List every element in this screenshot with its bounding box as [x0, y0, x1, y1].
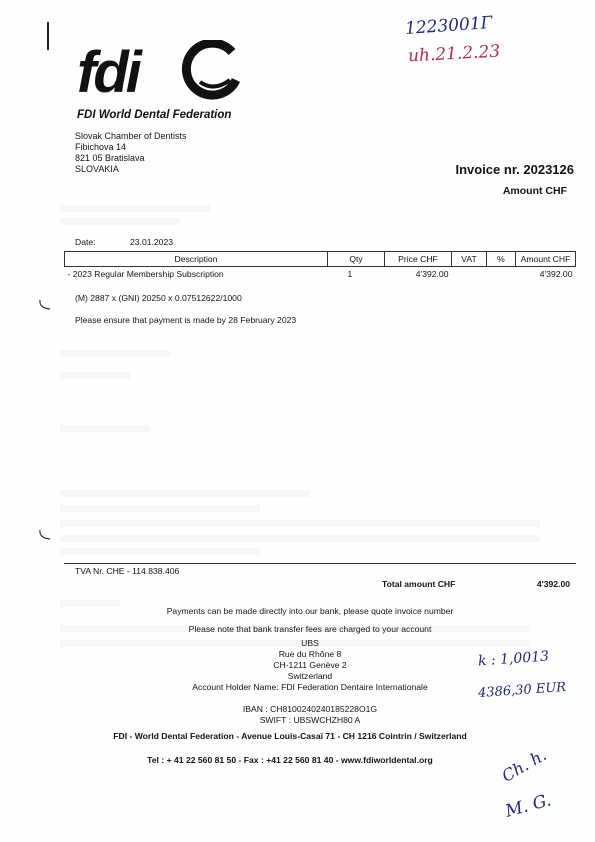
recipient-line: Fibichova 14 [75, 142, 127, 152]
bleed-through [60, 490, 310, 497]
row-qty: 1 [347, 269, 353, 279]
bank-street: Rue du Rhône 8 [278, 649, 342, 659]
account-holder: Account Holder Name: FDI Federation Dentaire Internationale [192, 682, 428, 692]
recipient-address [75, 131, 187, 175]
bleed-through [60, 218, 180, 225]
punch-hole-mark [37, 528, 53, 542]
recipient-line: SLOVAKIA [75, 164, 119, 174]
date-label: Date: [75, 237, 96, 247]
scan-mark [47, 22, 49, 50]
handwritten-date: uh.21.2.23 [407, 41, 501, 67]
table-header-row [65, 252, 576, 267]
handwritten-exchange-rate: k : 1,0013 [477, 648, 550, 670]
col-header-description: Description [65, 252, 328, 267]
col-header-amount: Amount CHF [516, 252, 576, 267]
bank-country: Switzerland [287, 671, 333, 681]
handwritten-signature: Ch. h. [498, 745, 550, 786]
payment-deadline: Please ensure that payment is made by 28 February 2023 [75, 315, 297, 325]
col-header-vat: VAT [452, 252, 487, 267]
total-value: 4'392.00 [536, 579, 570, 589]
swift: SWIFT : UBSWCHZH80 A [259, 715, 361, 725]
bleed-through [60, 548, 260, 555]
row-price: 4'392.00 [415, 269, 449, 279]
bank-name: UBS [301, 638, 319, 648]
bleed-through [60, 505, 260, 512]
recipient-line: 821 05 Bratislava [75, 153, 145, 163]
bank-details [160, 638, 460, 693]
handwritten-reference: 1223001Γ [404, 12, 494, 40]
footer-contact: Tel : + 41 22 560 81 50 - Fax : +41 22 560 81 40 - www.fdiworldental.org [147, 755, 433, 765]
row-vat [452, 267, 487, 282]
bank-codes [160, 704, 460, 726]
punch-hole-mark [37, 298, 53, 312]
bank-fees-note: Please note that bank transfer fees are charged to your account [188, 624, 432, 634]
date-value: 23.01.2023 [130, 237, 174, 247]
col-header-price: Price CHF [385, 252, 452, 267]
invoice-number: Invoice nr. 2023126 [455, 162, 574, 177]
iban: IBAN : CH8100240240185228O1G [242, 704, 378, 714]
table-row [65, 267, 576, 282]
row-amount: 4'392.00 [539, 269, 573, 279]
fdi-logo-icon [180, 40, 242, 100]
col-header-qty: Qty [328, 252, 385, 267]
handwritten-signature: M. G. [503, 790, 554, 822]
handwritten-eur-amount: 4386,30 EUR [477, 679, 567, 702]
bank-city: CH-1211 Genève 2 [273, 660, 347, 670]
federation-name: FDI World Dental Federation [77, 109, 232, 121]
bleed-through [60, 350, 170, 357]
payment-info-line: Payments can be made directly into our bank, please quote invoice number [166, 606, 454, 616]
bleed-through [60, 205, 210, 212]
col-header-percent: % [487, 252, 516, 267]
amount-currency-label: Amount CHF [502, 185, 567, 197]
recipient-line: Slovak Chamber of Dentists [75, 131, 187, 141]
total-label: Total amount CHF [382, 579, 456, 589]
bleed-through [60, 520, 540, 527]
bleed-through [60, 535, 540, 542]
calculation-formula: (M) 2887 x (GNI) 20250 x 0.07512622/1000 [75, 293, 242, 303]
row-percent [487, 267, 516, 282]
bleed-through [60, 425, 150, 432]
fdi-logo-text: fdi [77, 40, 139, 105]
footer-address: FDI - World Dental Federation - Avenue Louis-Casaï 71 - CH 1216 Cointrin / Switzerland [113, 731, 467, 741]
invoice-items-table [64, 251, 576, 281]
divider [64, 563, 576, 564]
bleed-through [60, 372, 130, 379]
row-description: - 2023 Regular Membership Subscription [67, 269, 224, 279]
tva-number: TVA Nr. CHE - 114.838.406 [75, 566, 180, 576]
